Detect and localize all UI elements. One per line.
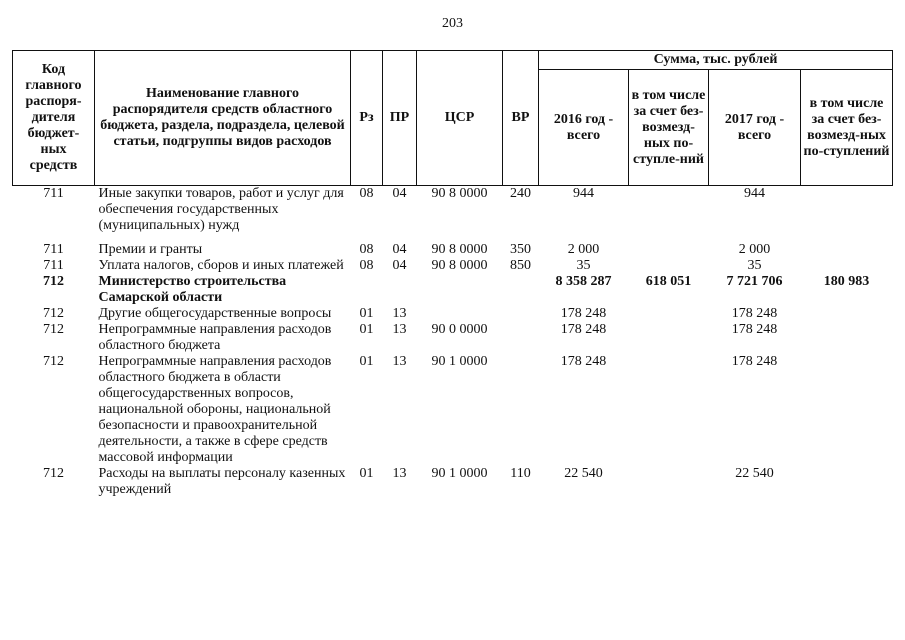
cell-2016-free (629, 234, 709, 258)
cell-vr (503, 354, 539, 466)
cell-2016-total: 8 358 287 (555, 274, 612, 289)
table-row (13, 258, 893, 274)
table-body (13, 186, 893, 499)
cell-2017-free (801, 306, 893, 322)
cell-2017-free: 180 983 (823, 274, 870, 289)
cell-rz: 01 (359, 354, 374, 369)
cell-rz: 01 (359, 466, 374, 481)
cell-name: Уплата налогов, сборов и иных платежей (98, 258, 344, 273)
header-rz: Рз (351, 51, 383, 186)
cell-code: 711 (43, 186, 64, 201)
cell-code: 712 (43, 322, 64, 337)
header-2016-free: в том числе за счет без-возмезд-ных по-ступле-ний (629, 70, 709, 186)
cell-2016-total: 22 540 (564, 466, 603, 481)
cell-pr (383, 274, 417, 306)
header-2016-total: 2016 год - всего (539, 70, 629, 186)
cell-name: Непрограммные направления расходов областного бюджета (98, 322, 332, 353)
cell-vr: 350 (510, 242, 531, 257)
cell-name: Непрограммные направления расходов областного бюджета в области общегосударственных вопросов, национальной обороны, национальной безопасности и правоохранительной деятельности, а также в сфере средств массовой информации (98, 354, 332, 465)
cell-2016-free (629, 186, 709, 235)
cell-2016-free (629, 354, 709, 466)
cell-rz (351, 274, 383, 306)
cell-2017-free (801, 322, 893, 354)
cell-name: Премии и гранты (98, 242, 203, 257)
cell-rz: 08 (359, 186, 374, 201)
header-2017-total: 2017 год - всего (709, 70, 801, 186)
cell-name: Иные закупки товаров, работ и услуг для обеспечения государственных (муниципальных) нужд (98, 186, 344, 233)
cell-csr: 90 8 0000 (431, 258, 488, 273)
table-row (13, 274, 893, 306)
cell-vr: 110 (510, 466, 531, 481)
cell-pr: 13 (392, 306, 407, 321)
table-row (13, 322, 893, 354)
cell-2017-total: 7 721 706 (726, 274, 783, 289)
cell-pr: 04 (392, 186, 407, 201)
header-vr: ВР (503, 51, 539, 186)
cell-2017-total: 22 540 (735, 466, 774, 481)
cell-2016-total: 178 248 (560, 354, 607, 369)
cell-2016-free (629, 322, 709, 354)
cell-csr: 90 1 0000 (431, 354, 488, 369)
cell-code: 712 (43, 274, 64, 289)
cell-csr (417, 306, 503, 322)
cell-rz: 01 (359, 306, 374, 321)
cell-2017-total: 178 248 (731, 322, 778, 337)
cell-2017-free (801, 258, 893, 274)
cell-2017-total: 35 (747, 258, 762, 273)
cell-2017-total: 2 000 (738, 242, 771, 257)
cell-csr: 90 8 0000 (431, 186, 488, 201)
cell-code: 712 (43, 466, 64, 481)
cell-pr: 04 (392, 242, 407, 257)
cell-2016-free (629, 258, 709, 274)
table-row (13, 234, 893, 258)
cell-2017-total: 944 (744, 186, 765, 201)
cell-name: Расходы на выплаты персоналу казенных учреждений (98, 466, 346, 497)
table-header (13, 51, 893, 186)
cell-csr: 90 8 0000 (431, 242, 488, 257)
table-row (13, 306, 893, 322)
table-row (13, 186, 893, 235)
cell-csr (417, 274, 503, 306)
cell-pr: 13 (392, 466, 407, 481)
header-sum: Сумма, тыс. рублей (539, 51, 893, 70)
cell-rz: 08 (359, 258, 374, 273)
cell-vr: 240 (510, 186, 531, 201)
cell-rz: 01 (359, 322, 374, 337)
cell-vr (503, 274, 539, 306)
cell-2017-free (801, 354, 893, 466)
cell-2017-free (801, 466, 893, 498)
cell-2017-free (801, 186, 893, 235)
cell-2016-total: 2 000 (567, 242, 600, 257)
table-row (13, 466, 893, 498)
cell-pr: 13 (392, 322, 407, 337)
header-code: Код главного распоря-дителя бюджет-ных средств (13, 51, 95, 186)
cell-2017-free (801, 234, 893, 258)
cell-vr: 850 (510, 258, 531, 273)
cell-csr: 90 1 0000 (431, 466, 488, 481)
cell-2016-free (629, 306, 709, 322)
cell-pr: 04 (392, 258, 407, 273)
header-name: Наименование главного распорядителя средств областного бюджета, раздела, подраздела, целевой статьи, подгруппы видов расходов (95, 51, 351, 186)
cell-2016-free (629, 466, 709, 498)
cell-2016-total: 944 (573, 186, 594, 201)
cell-name: Министерство строительства Самарской области (98, 274, 287, 305)
table-row (13, 354, 893, 466)
cell-name: Другие общегосударственные вопросы (98, 306, 332, 321)
header-csr: ЦСР (417, 51, 503, 186)
cell-code: 712 (43, 354, 64, 369)
cell-code: 712 (43, 306, 64, 321)
cell-2016-total: 178 248 (560, 322, 607, 337)
cell-code: 711 (43, 242, 64, 257)
budget-table (12, 50, 893, 498)
header-pr: ПР (383, 51, 417, 186)
cell-csr: 90 0 0000 (431, 322, 488, 337)
cell-2017-total: 178 248 (731, 306, 778, 321)
cell-2017-total: 178 248 (731, 354, 778, 369)
cell-2016-free: 618 051 (645, 274, 692, 289)
header-2017-free: в том числе за счет без-возмезд-ных по-ступлений (801, 70, 893, 186)
cell-2016-total: 35 (576, 258, 591, 273)
cell-vr (503, 306, 539, 322)
cell-vr (503, 322, 539, 354)
cell-rz: 08 (359, 242, 374, 257)
cell-2016-total: 178 248 (560, 306, 607, 321)
cell-code: 711 (43, 258, 64, 273)
cell-pr: 13 (392, 354, 407, 369)
page-number: 203 (442, 16, 463, 31)
